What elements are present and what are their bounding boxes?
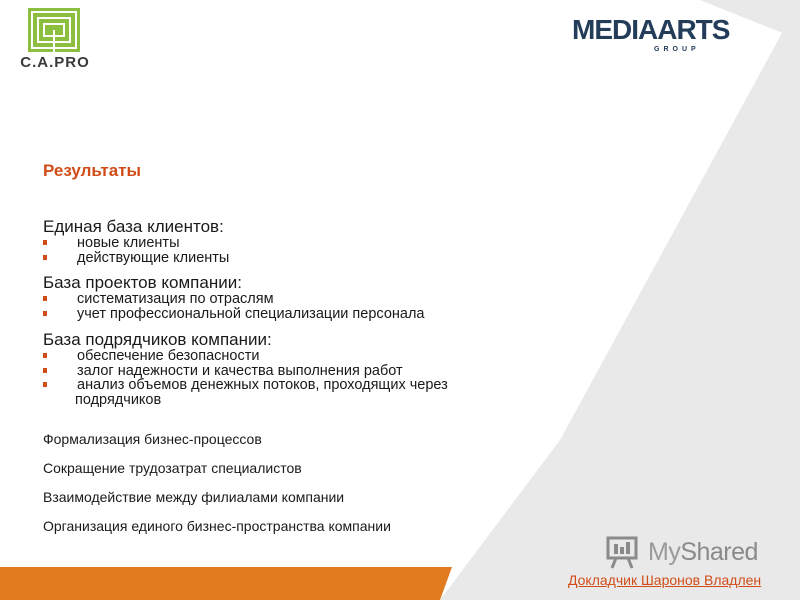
bullet-icon <box>43 382 47 387</box>
bullet-icon <box>43 240 47 245</box>
section-heading: База подрядчиков компании: <box>43 330 272 349</box>
mediaarts-logo-text: MEDIAARTS <box>572 14 730 45</box>
presentation-board-icon <box>604 536 640 570</box>
list-item: обеспечение безопасности <box>43 349 643 364</box>
myshared-watermark <box>604 536 774 570</box>
list-item: новые клиенты <box>43 236 643 251</box>
mediaarts-logo-subtext: GROUP <box>654 46 700 53</box>
bullet-list <box>43 292 643 321</box>
slide-title: Результаты <box>43 161 142 180</box>
list-item: учет профессиональной специализации персонала <box>43 307 643 322</box>
capro-logo-icon <box>10 8 100 56</box>
section-clients <box>43 217 643 265</box>
speaker-credit: Докладчик Шаронов Владлен <box>568 572 762 588</box>
plain-item-interaction: Взаимодействие между филиалами компании <box>43 489 345 505</box>
plain-item-reduction: Сокращение трудозатрат специалистов <box>43 460 302 476</box>
list-item: анализ объемов денежных потоков, проходящих через <box>43 378 643 393</box>
mediaarts-logo <box>572 14 730 58</box>
section-projects <box>43 273 643 321</box>
slide-content <box>43 217 643 534</box>
plain-item-formalization: Формализация бизнес-процессов <box>43 431 262 447</box>
bullet-list <box>43 236 643 265</box>
bullet-list <box>43 349 643 393</box>
bullet-icon <box>43 368 47 373</box>
capro-logo-text: C.A.PRO <box>20 54 90 71</box>
bullet-icon <box>43 296 47 301</box>
list-item: систематизация по отраслям <box>43 292 643 307</box>
plain-item-organization: Организация единого бизнес-пространства компании <box>43 518 391 534</box>
section-heading: Единая база клиентов: <box>43 217 224 236</box>
list-item: действующие клиенты <box>43 251 643 266</box>
list-item: залог надежности и качества выполнения работ <box>43 364 643 379</box>
bullet-icon <box>43 311 47 316</box>
section-heading: База проектов компании: <box>43 273 242 292</box>
bottom-orange-bar <box>0 567 436 600</box>
capro-logo <box>10 8 100 72</box>
bullet-icon <box>43 255 47 260</box>
bullet-continuation: подрядчиков <box>75 391 162 408</box>
section-contractors <box>43 330 643 407</box>
bullet-icon <box>43 353 47 358</box>
myshared-text: MyShared <box>648 538 758 566</box>
